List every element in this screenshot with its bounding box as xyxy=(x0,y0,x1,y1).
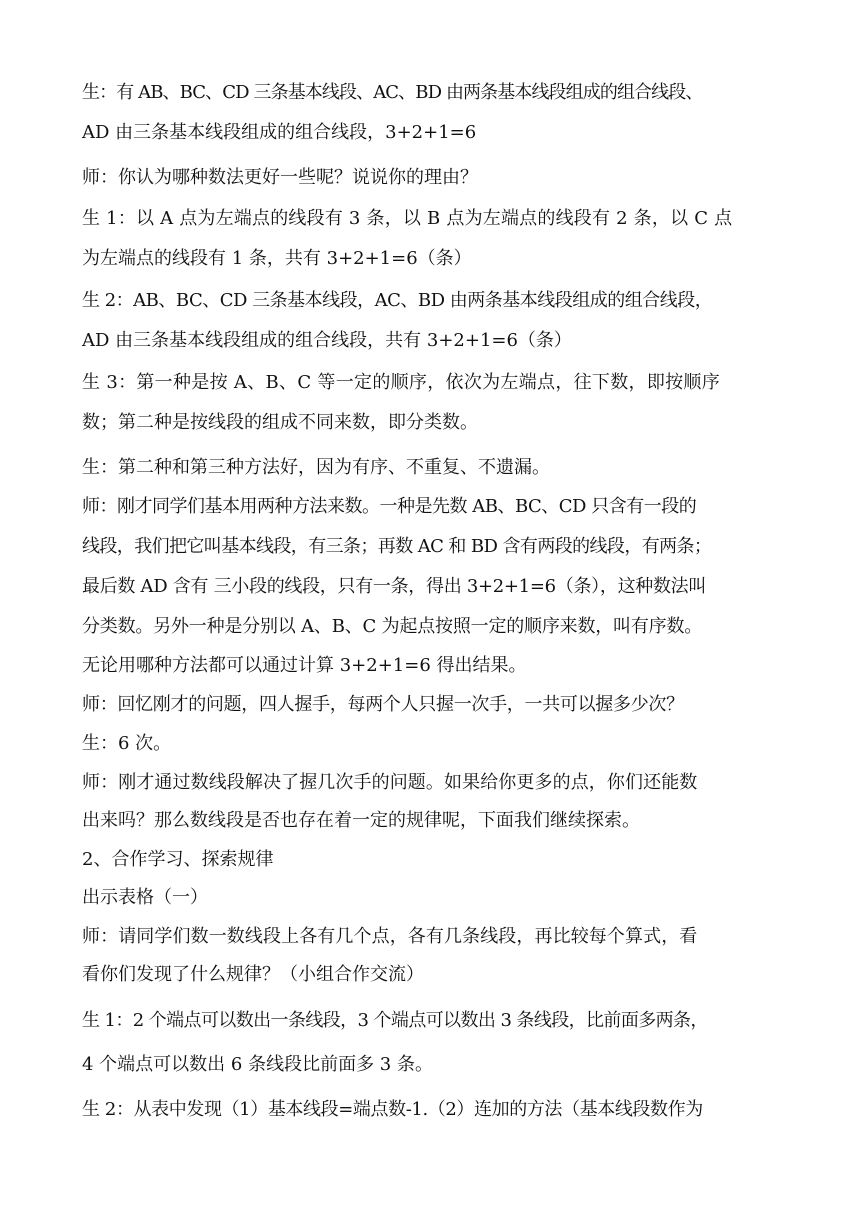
text-line: 看你们发现了什么规律？（小组合作交流） xyxy=(82,964,424,985)
text-line: 数；第二种是按线段的组成不同来数，即分类数。 xyxy=(82,412,478,433)
text-line: 无论用哪种方法都可以通过计算 3+2+1=6 得出结果。 xyxy=(82,655,527,676)
text-line: 师：刚才同学们基本用两种方法来数。一种是先数 AB、BC、CD 只含有一段的 xyxy=(82,496,697,517)
text-line: 为左端点的线段有 1 条，共有 3+2+1=6（条） xyxy=(82,248,472,269)
text-line: 生：第二种和第三种方法好，因为有序、不重复、不遗漏。 xyxy=(82,457,550,478)
text-line: 2、合作学习、探索规律 xyxy=(82,849,274,870)
text-line: AD 由三条基本线段组成的组合线段，3+2+1=6 xyxy=(82,122,477,143)
text-line: 师：你认为哪种数法更好一些呢？说说你的理由？ xyxy=(82,167,478,188)
text-line: 生 2：从表中发现（1）基本线段=端点数-1.（2）连加的方法（基本线段数作为 xyxy=(82,1099,703,1120)
text-line: 生 1：2 个端点可以数出一条线段，3 个端点可以数出 3 条线段，比前面多两条， xyxy=(82,1010,708,1031)
text-line: 师：回忆刚才的问题，四人握手，每两个人只握一次手，一共可以握多少次？ xyxy=(82,694,684,715)
text-line: 线段，我们把它叫基本线段，有三条；再数 AC 和 BD 含有两段的线段，有两条； xyxy=(82,536,712,557)
text-line: 生 1：以 A 点为左端点的线段有 3 条，以 B 点为左端点的线段有 2 条，以 C 点 xyxy=(82,208,733,229)
text-line: 最后数 AD 含有 三小段的线段，只有一条，得出 3+2+1=6（条），这种数法叫 xyxy=(82,576,707,597)
text-line: AD 由三条基本线段组成的组合线段，共有 3+2+1=6（条） xyxy=(82,330,572,351)
text-line: 4 个端点可以数出 6 条线段比前面多 3 条。 xyxy=(82,1054,433,1075)
text-line: 生：6 次。 xyxy=(82,733,172,754)
text-line: 生 2：AB、BC、CD 三条基本线段，AC、BD 由两条基本线段组成的组合线段， xyxy=(82,290,713,311)
text-line: 师：刚才通过数线段解决了握几次手的问题。如果给你更多的点，你们还能数 xyxy=(82,772,698,793)
text-line: 生：有 AB、BC、CD 三条基本线段、AC、BD 由两条基本线段组成的组合线段、 xyxy=(82,82,703,103)
text-line: 出示表格（一） xyxy=(82,887,208,908)
text-line: 出来吗？那么数线段是否也存在着一定的规律呢，下面我们继续探索。 xyxy=(82,810,640,831)
text-line: 分类数。另外一种是分别以 A、B、C 为起点按照一定的顺序来数，叫有序数。 xyxy=(82,616,703,637)
text-line: 生 3：第一种是按 A、B、C 等一定的顺序，依次为左端点，往下数，即按顺序 xyxy=(82,372,721,393)
text-line: 师：请同学们数一数线段上各有几个点，各有几条线段，再比较每个算式，看 xyxy=(82,926,698,947)
